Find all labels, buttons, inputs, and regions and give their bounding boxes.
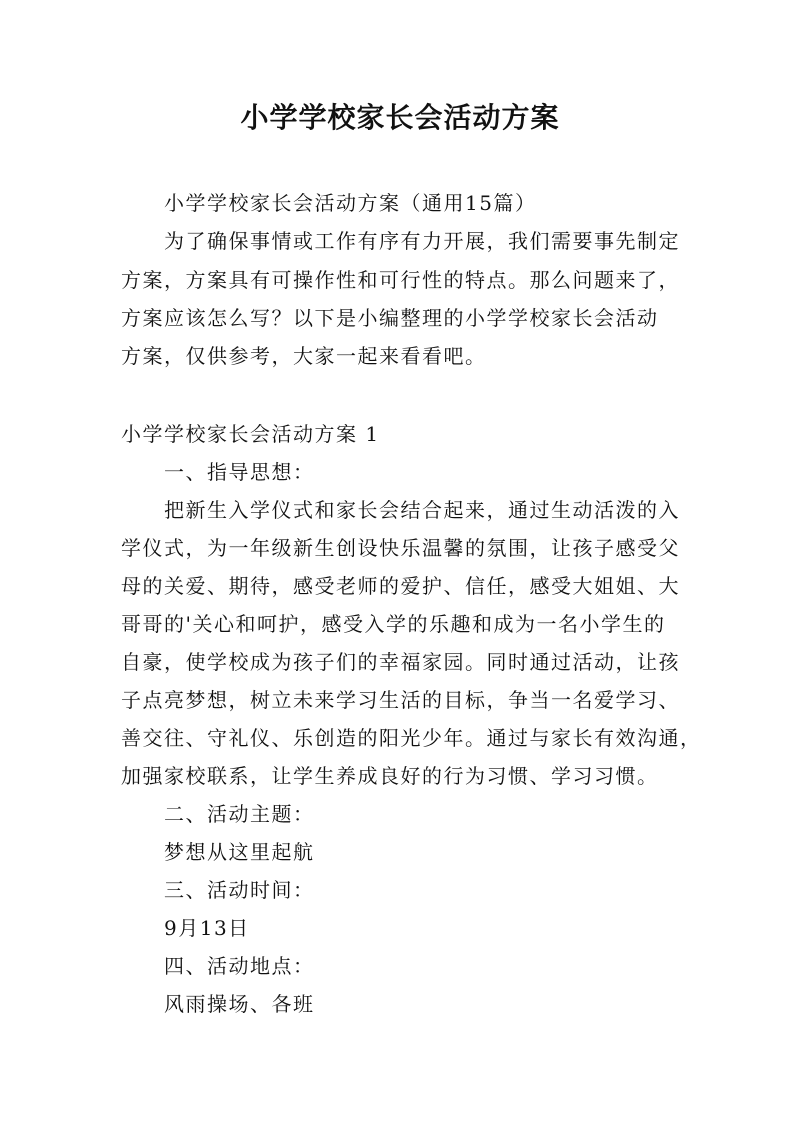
document-subtitle: 小学学校家长会活动方案（通用15篇）	[164, 191, 537, 215]
intro-line-4: 方案，仅供参考，大家一起来看看吧。	[121, 344, 487, 368]
heading-activity-time: 三、活动时间：	[164, 878, 315, 902]
body-line-3: 母的关爱、期待，感受老师的爱护、信任，感受大姐姐、大	[121, 574, 680, 598]
body-line-4: 哥哥的'关心和呵护，感受入学的乐趣和成为一名小学生的	[121, 612, 666, 636]
activity-location-value: 风雨操场、各班	[164, 992, 315, 1016]
body-line-8: 加强家校联系，让学生养成良好的行为习惯、学习习惯。	[121, 764, 659, 788]
body-line-1: 把新生入学仪式和家长会结合起来，通过生动活泼的入	[164, 498, 680, 522]
intro-line-2: 方案，方案具有可操作性和可行性的特点。那么问题来了，	[121, 268, 680, 292]
document-title: 小学学校家长会活动方案	[240, 101, 560, 134]
intro-line-1: 为了确保事情或工作有序有力开展，我们需要事先制定	[164, 229, 680, 253]
heading-activity-location: 四、活动地点：	[164, 954, 315, 978]
body-line-2: 学仪式，为一年级新生创设快乐温馨的氛围，让孩子感受父	[121, 536, 680, 560]
heading-guiding-ideas: 一、指导思想：	[164, 460, 315, 484]
body-line-7: 善交往、守礼仪、乐创造的阳光少年。通过与家长有效沟通，	[121, 726, 702, 750]
intro-line-3: 方案应该怎么写？以下是小编整理的小学学校家长会活动	[121, 306, 659, 330]
activity-time-value: 9月13日	[164, 916, 250, 940]
section-title: 小学学校家长会活动方案 1	[121, 422, 380, 446]
body-line-6: 子点亮梦想，树立未来学习生活的目标，争当一名爱学习、	[121, 688, 680, 712]
heading-activity-theme: 二、活动主题：	[164, 802, 315, 826]
activity-theme-value: 梦想从这里起航	[164, 840, 315, 864]
body-line-5: 自豪，使学校成为孩子们的幸福家园。同时通过活动，让孩	[121, 650, 680, 674]
